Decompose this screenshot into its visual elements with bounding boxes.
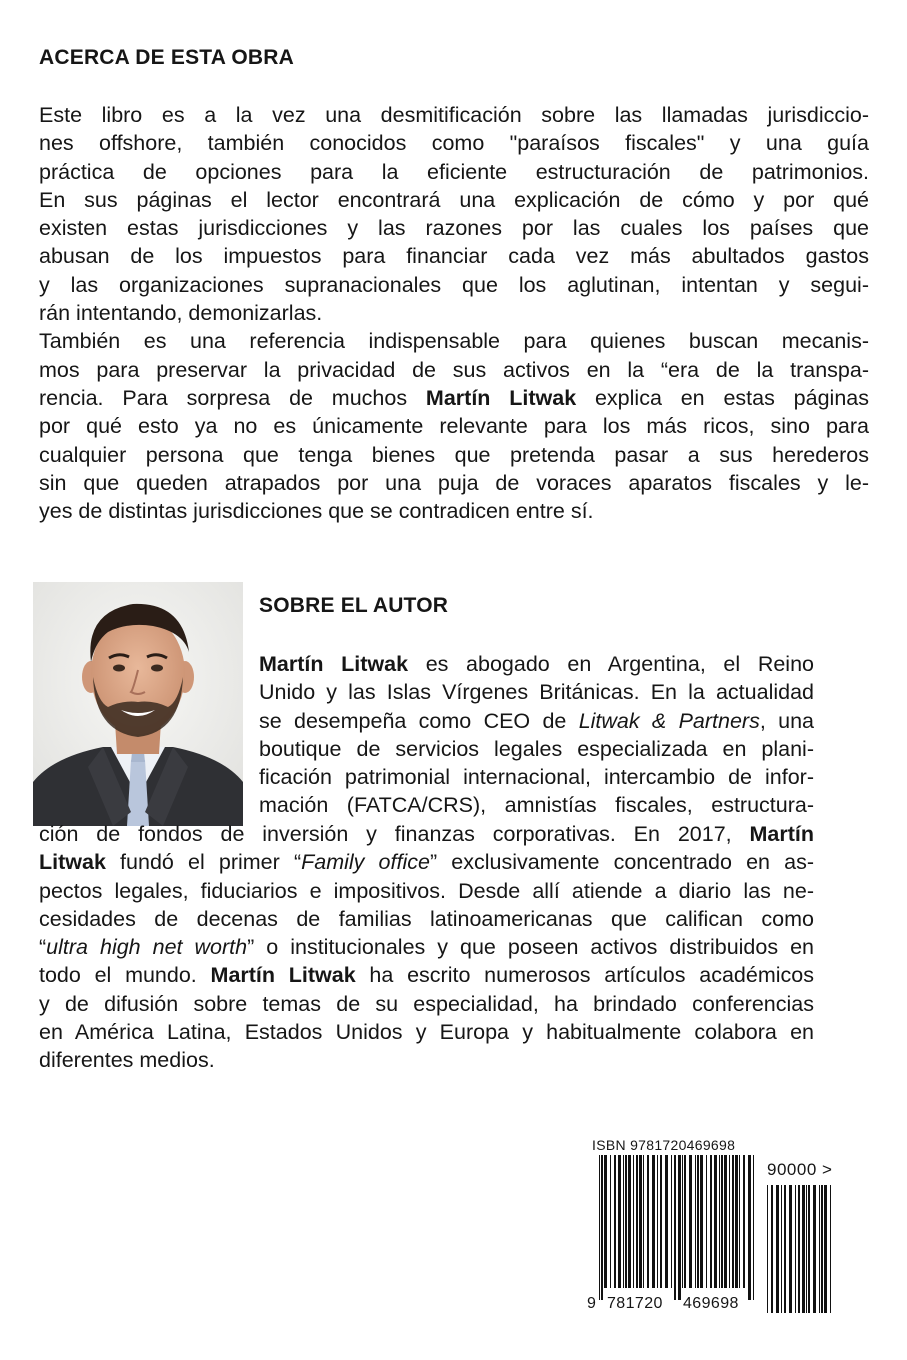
barcode-digits-right: 469698 (683, 1295, 739, 1312)
author-line-part: ” o institucionales y que poseen activos distribuidos en (247, 935, 815, 960)
barcode-bar (802, 1185, 805, 1313)
barcode-bar (604, 1155, 607, 1288)
isbn-barcode (587, 1137, 867, 1326)
barcode-bar (724, 1155, 727, 1288)
author-line: mación (FATCA/CRS), amnistías fiscales, estructura- (259, 793, 814, 818)
uhnw-text: ultra high net worth (46, 935, 248, 960)
author-paragraph-bottom (39, 820, 814, 1075)
author-line: cesidades de decenas de familias latinoamericanas que califican como (39, 906, 814, 931)
author-paragraph-top (259, 650, 814, 820)
barcode-bar (639, 1155, 642, 1288)
about-line: nes offshore, también conocidos como "paraísos fiscales" y una guía (39, 131, 869, 156)
author-line-part: ” exclusivamente concentrado en as- (429, 850, 814, 875)
barcode-bar (647, 1155, 649, 1288)
barcode-bar (819, 1185, 820, 1313)
barcode-bar (732, 1155, 734, 1288)
about-line: También es una referencia indispensable para quienes buscan mecanis- (39, 329, 869, 354)
barcode-bar (700, 1155, 703, 1288)
about-line: mos para preservar la privacidad de sus activos en la “era de la transpa- (39, 357, 869, 382)
about-line: por qué esto ya no es únicamente relevante para los más ricos, sino para (39, 414, 869, 439)
barcode-bar (614, 1155, 616, 1288)
about-line: existen estas jurisdicciones y las razones por las cuales los países que (39, 216, 869, 241)
barcode-bar (610, 1155, 611, 1288)
author-line (259, 650, 814, 678)
author-heading: SOBRE EL AUTOR (259, 594, 449, 617)
barcode-bar (824, 1185, 827, 1313)
author-name-bold: Litwak (39, 850, 106, 875)
barcode-bar (753, 1155, 754, 1300)
author-line (39, 820, 814, 848)
company-name: Litwak & Partners (578, 708, 760, 733)
about-line: y las organizaciones supranacionales que los aglutinan, intentan y segui- (39, 272, 869, 297)
author-name-bold: Martín Litwak (259, 652, 409, 676)
barcode-bar (784, 1185, 786, 1313)
author-line: pectos legales, fiduciarios e impositivos. Desde allí atiende a diario las ne- (39, 878, 814, 903)
barcode-bar (795, 1185, 796, 1313)
barcode-bar (660, 1155, 662, 1288)
barcode-bar (789, 1185, 792, 1313)
author-line: ficación patrimonial internacional, intercambio de infor- (259, 765, 814, 790)
barcode-bar (625, 1155, 627, 1288)
barcode-bar (776, 1185, 779, 1313)
about-line: En sus páginas el lector encontrará una explicación de cómo y por qué (39, 187, 869, 212)
barcode-bar (739, 1155, 740, 1288)
barcode-bar (781, 1185, 782, 1313)
author-line-part: fundó el primer “ (105, 850, 302, 875)
barcode-bar (643, 1155, 644, 1288)
barcode-bar (678, 1155, 681, 1300)
barcode-bar (633, 1155, 634, 1288)
barcode-bar (697, 1155, 699, 1288)
author-line-part: “ (39, 935, 47, 960)
author-line (259, 707, 814, 735)
barcode-bar (706, 1155, 707, 1288)
author-line (39, 933, 814, 961)
author-line (39, 961, 814, 989)
author-name-bold: Martín (749, 822, 814, 846)
barcode-bar (695, 1155, 696, 1288)
about-line: sin que queden atrapados por una puja de voraces aparatos fiscales y le- (39, 470, 869, 495)
family-office-text: Family office (301, 850, 430, 875)
author-name-bold: Martín Litwak (425, 385, 577, 410)
barcode-bar (714, 1155, 717, 1288)
barcode-bars-main (599, 1155, 757, 1300)
barcode-bar (798, 1185, 800, 1313)
barcode-bar (665, 1155, 668, 1288)
barcode-bar (821, 1185, 823, 1313)
barcode-bar (623, 1155, 624, 1288)
barcode-bar (652, 1155, 655, 1288)
barcode-bar (599, 1155, 600, 1300)
barcode-bar (767, 1185, 768, 1313)
about-line: Este libro es a la vez una desmitificación sobre las llamadas jurisdiccio- (39, 103, 869, 127)
barcode-bars-addon (767, 1185, 835, 1325)
author-line: en América Latina, Estados Unidos y Europa y habitualmente colabora en (39, 1020, 814, 1045)
barcode-digit-first: 9 (587, 1295, 597, 1312)
author-line-part: , una (759, 708, 814, 733)
barcode-bar (719, 1155, 720, 1288)
author-line-part: se desempeña como CEO de (259, 708, 579, 733)
price-code: 90000 > (767, 1160, 833, 1179)
barcode-bar (684, 1155, 686, 1288)
author-line: boutique de servicios legales especializada en plani- (259, 736, 814, 761)
barcode-bar (689, 1155, 692, 1288)
barcode-bar (601, 1155, 603, 1300)
barcode-bar (628, 1155, 631, 1288)
about-line: rán intentando, demonizarlas. (39, 301, 323, 326)
barcode-bar (735, 1155, 738, 1288)
about-line: yes de distintas jurisdicciones que se contradicen entre sí. (39, 499, 594, 524)
barcode-bar (721, 1155, 723, 1288)
author-name-bold: Martín Litwak (210, 963, 356, 988)
barcode-bar (671, 1155, 672, 1288)
author-line-part: ha escrito numerosos artículos académicos (355, 963, 814, 988)
barcode-bar (618, 1155, 621, 1288)
about-line-part: explica en estas páginas (576, 385, 869, 410)
barcode-bar (636, 1155, 638, 1288)
author-line: Unido y las Islas Vírgenes Británicas. En la actualidad (259, 680, 814, 705)
about-heading: ACERCA DE ESTA OBRA (39, 46, 295, 69)
barcode-bar (808, 1185, 810, 1313)
barcode-bar (682, 1155, 683, 1288)
barcode-bar (710, 1155, 712, 1288)
barcode-bar (729, 1155, 730, 1288)
barcode-bar (748, 1155, 751, 1300)
barcode-bar (806, 1185, 807, 1313)
barcode-bar (813, 1185, 816, 1313)
barcode-bar (657, 1155, 658, 1288)
barcode-bar (743, 1155, 745, 1288)
about-paragraph (39, 101, 869, 525)
author-line-part: es abogado en Argentina, el Reino (408, 652, 814, 676)
author-line-part: todo el mundo. (39, 963, 211, 988)
about-line: abusan de los impuestos para financiar cada vez más abultados gastos (39, 244, 869, 269)
isbn-label: ISBN 9781720469698 (592, 1137, 736, 1153)
barcode-bar (830, 1185, 831, 1313)
barcode-digits-left: 781720 (607, 1295, 663, 1312)
barcode-bar (674, 1155, 676, 1300)
author-line: y de difusión sobre temas de su especialidad, ha brindado conferencias (39, 991, 814, 1016)
author-photo (33, 582, 243, 826)
about-line: práctica de opciones para la eficiente estructuración de patrimonios. (39, 159, 869, 184)
about-line (39, 384, 869, 412)
author-line: diferentes medios. (39, 1048, 215, 1073)
author-line-part: ción de fondos de inversión y finanzas corporativas. En 2017, (39, 822, 750, 846)
about-line: cualquier persona que tenga bienes que pretenda pasar a sus herederos (39, 442, 869, 467)
barcode-bar (771, 1185, 773, 1313)
author-line (39, 848, 814, 876)
about-line-part: rencia. Para sorpresa de muchos (39, 385, 426, 410)
